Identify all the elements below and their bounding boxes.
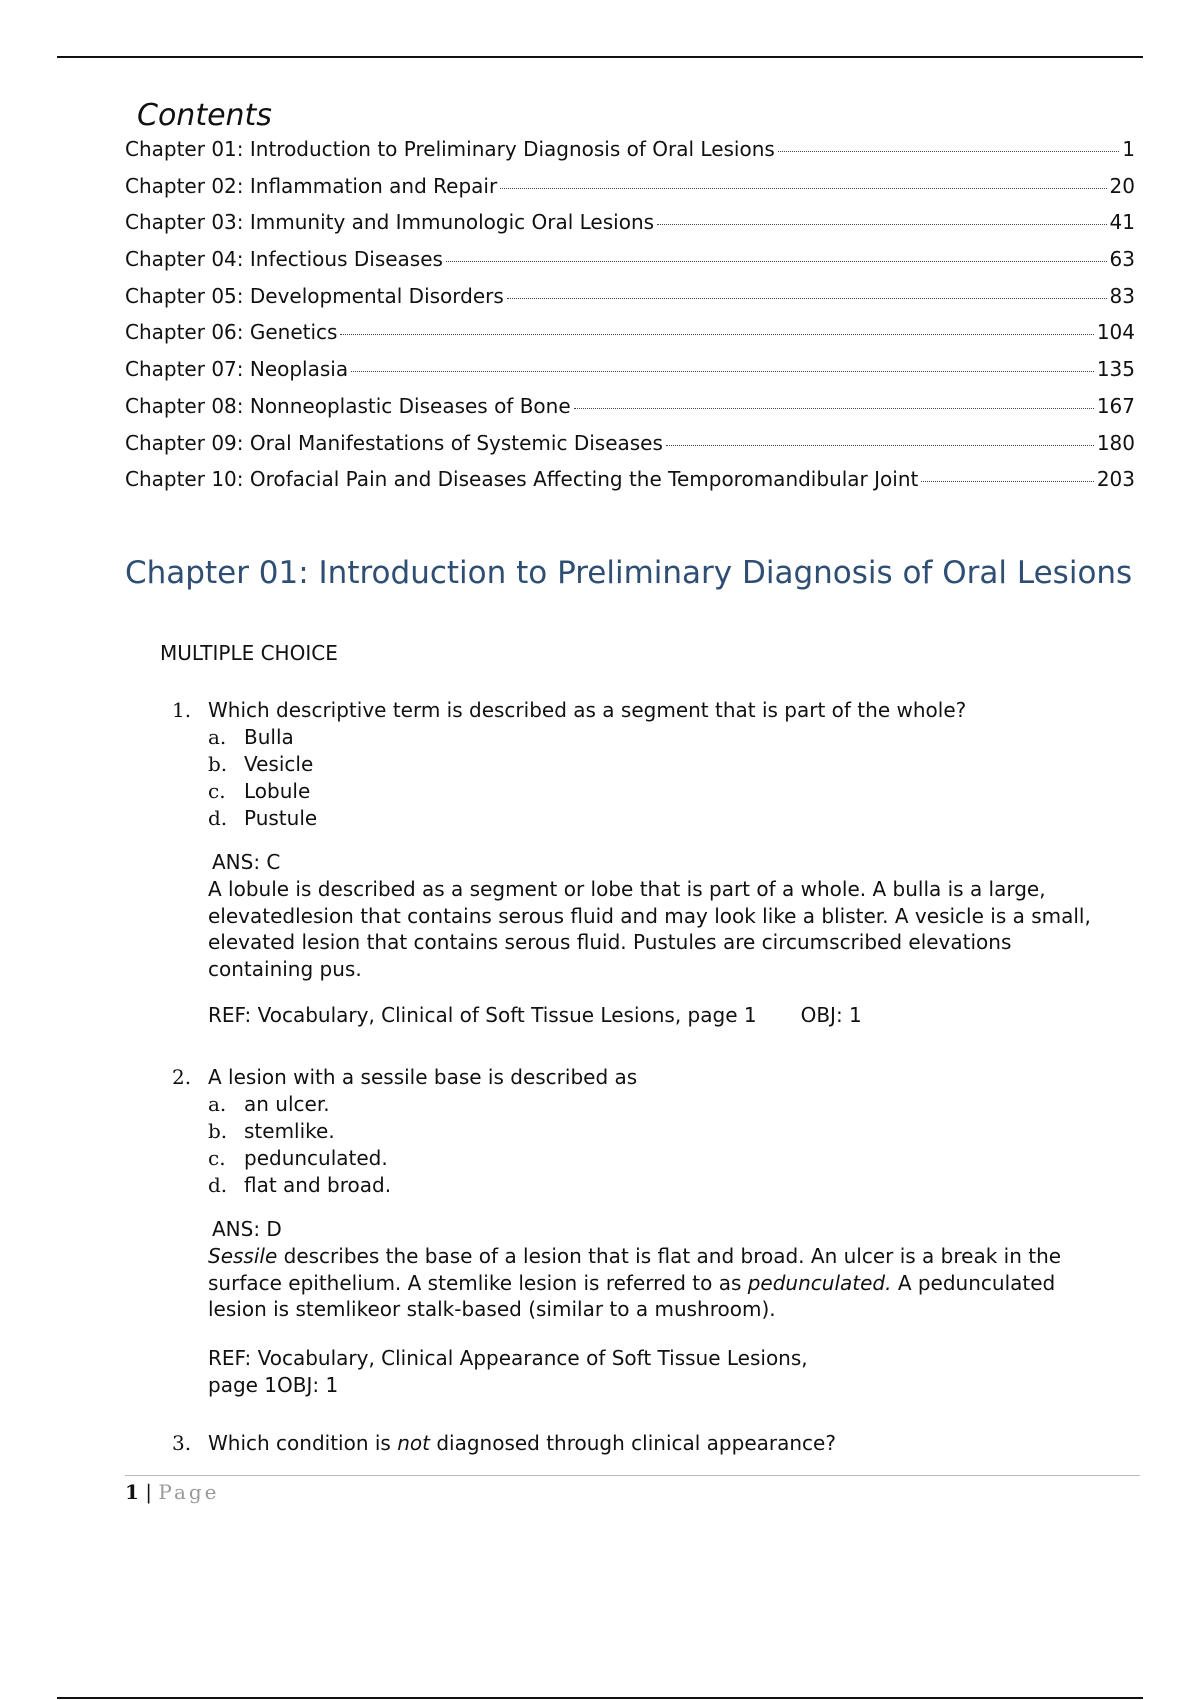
- option-text: flat and broad.: [244, 1173, 392, 1197]
- toc-entry[interactable]: [125, 320, 1135, 357]
- toc-entry[interactable]: [125, 174, 1135, 211]
- toc-entry-page: 63: [1109, 247, 1135, 272]
- reference-text: page 1OBJ: 1: [208, 1372, 339, 1397]
- question-number: 3.: [172, 1431, 192, 1455]
- toc-entry-label: Chapter 01: Introduction to Preliminary Diagnosis of Oral Lesions: [125, 137, 775, 161]
- page-number: 1: [125, 1480, 139, 1504]
- option-letter: d.: [208, 806, 228, 830]
- option-letter: a.: [208, 1092, 227, 1116]
- option-letter: d.: [208, 1173, 228, 1197]
- toc-leader-dots: [351, 371, 1094, 372]
- toc-entry[interactable]: [125, 431, 1135, 468]
- page-word: Page: [158, 1480, 220, 1504]
- answer-option: [208, 1118, 1122, 1145]
- emphasized-term: pedunculated.: [747, 1270, 892, 1295]
- toc-entry-page: 20: [1109, 173, 1135, 198]
- toc-entry-label: Chapter 02: Inflammation and Repair: [125, 173, 498, 198]
- question-text-part: diagnosed through clinical appearance?: [429, 1431, 836, 1455]
- section-label: MULTIPLE CHOICE: [160, 641, 338, 665]
- answer-option: [208, 778, 1122, 805]
- option-letter: b.: [208, 752, 228, 776]
- toc-entry-page: 167: [1096, 393, 1135, 418]
- toc-title: Contents: [137, 98, 272, 133]
- reference-line: [208, 1002, 1122, 1029]
- toc-leader-dots: [507, 298, 1107, 299]
- toc-leader-dots: [574, 408, 1094, 409]
- top-rule: [57, 56, 1143, 58]
- question-number: 2.: [172, 1065, 192, 1089]
- answer-rationale: [208, 1243, 1108, 1323]
- emphasized-term: Sessile: [208, 1244, 278, 1268]
- option-letter: a.: [208, 725, 227, 749]
- option-letter: b.: [208, 1119, 228, 1143]
- toc-leader-dots: [666, 445, 1094, 446]
- answer-options: [208, 724, 1122, 832]
- rationale-text: A pedunculated lesion is stemlikeor stalk-based (similar to a mushroom).: [208, 1270, 1056, 1321]
- toc-leader-dots: [340, 334, 1093, 335]
- answer-key: ANS: D: [212, 1217, 282, 1241]
- option-text: Pustule: [244, 806, 318, 830]
- chapter-heading: Chapter 01: Introduction to Preliminary Diagnosis of Oral Lesions: [125, 555, 1133, 591]
- question-2: [172, 1064, 1122, 1399]
- option-letter: c.: [208, 779, 226, 803]
- question-3: [172, 1430, 1122, 1457]
- answer-option: [208, 1091, 1122, 1118]
- footer-separator: |: [145, 1480, 153, 1504]
- toc-leader-dots: [921, 481, 1093, 482]
- toc-entry[interactable]: [125, 284, 1135, 321]
- emphasized-word: not: [397, 1431, 430, 1455]
- toc-entry-label: Chapter 05: Developmental Disorders: [125, 283, 504, 308]
- toc-entry[interactable]: [125, 357, 1135, 394]
- table-of-contents: [125, 137, 1135, 504]
- bottom-rule: [57, 1697, 1143, 1699]
- option-text: Vesicle: [244, 752, 314, 776]
- toc-entry[interactable]: [125, 210, 1135, 247]
- question-1: [172, 697, 1122, 1029]
- answer-option: [208, 805, 1122, 832]
- toc-entry-label: Chapter 10: Orofacial Pain and Diseases Affecting the Temporomandibular Joint: [125, 467, 919, 492]
- answer-option: [208, 1172, 1122, 1199]
- answer-key: ANS: C: [212, 850, 281, 874]
- option-text: Lobule: [244, 779, 311, 803]
- toc-entry-label: Chapter 07: Neoplasia: [125, 357, 349, 382]
- toc-entry-label: Chapter 04: Infectious Diseases: [125, 247, 443, 272]
- toc-entry-page: 1: [1122, 137, 1135, 161]
- answer-option: [208, 751, 1122, 778]
- question-number: 1.: [172, 698, 192, 722]
- question-text-part: Which condition is: [208, 1431, 398, 1455]
- toc-leader-dots: [657, 224, 1107, 225]
- answer-rationale: A lobule is described as a segment or lobe that is part of a whole. A bulla is a large, elevatedlesion that contains serous fluid and may look like a blister. A vesicle is a small, elevated lesion that contains serous fluid. Pustules are circumscribed elevations containing pus.: [208, 877, 1091, 981]
- option-text: stemlike.: [244, 1119, 335, 1143]
- reference-line: [208, 1345, 1122, 1399]
- reference-text: REF: Vocabulary, Clinical Appearance of Soft Tissue Lesions,: [208, 1345, 808, 1370]
- option-letter: c.: [208, 1146, 226, 1170]
- answer-option: [208, 724, 1122, 751]
- answer-options: [208, 1091, 1122, 1199]
- toc-entry-page: 104: [1096, 320, 1135, 345]
- toc-entry-label: Chapter 03: Immunity and Immunologic Oral Lesions: [125, 210, 655, 235]
- reference-text: REF: Vocabulary, Clinical of Soft Tissue Lesions, page 1: [208, 1003, 757, 1027]
- objective-text: OBJ: 1: [800, 1003, 862, 1027]
- toc-entry-page: 203: [1096, 467, 1135, 492]
- toc-leader-dots: [778, 151, 1119, 152]
- question-text: [208, 1430, 836, 1457]
- option-text: pedunculated.: [244, 1146, 388, 1170]
- answer-option: [208, 1145, 1122, 1172]
- toc-entry-label: Chapter 09: Oral Manifestations of Systemic Diseases: [125, 430, 663, 455]
- toc-entry-label: Chapter 06: Genetics: [125, 320, 338, 345]
- toc-entry[interactable]: [125, 247, 1135, 284]
- toc-leader-dots: [446, 261, 1107, 262]
- option-text: Bulla: [244, 725, 294, 749]
- option-text: an ulcer.: [244, 1092, 330, 1116]
- toc-entry-page: 135: [1096, 357, 1135, 382]
- question-text: A lesion with a sessile base is described as: [208, 1065, 638, 1089]
- toc-entry[interactable]: [125, 467, 1135, 504]
- toc-leader-dots: [500, 188, 1106, 189]
- toc-entry-page: 83: [1109, 283, 1135, 308]
- toc-entry[interactable]: [125, 137, 1135, 174]
- toc-entry-page: 41: [1109, 210, 1135, 235]
- toc-entry-label: Chapter 08: Nonneoplastic Diseases of Bone: [125, 393, 571, 418]
- toc-entry-page: 180: [1096, 430, 1135, 455]
- footer-divider: [125, 1475, 1140, 1476]
- question-text: Which descriptive term is described as a segment that is part of the whole?: [208, 698, 967, 722]
- rationale-text: describes the base of a lesion that is flat and broad. An ulcer is a break in the surface epithelium. A stemlike lesion is referred to as: [208, 1244, 1062, 1295]
- toc-entry[interactable]: [125, 394, 1135, 431]
- page-footer: [125, 1480, 220, 1504]
